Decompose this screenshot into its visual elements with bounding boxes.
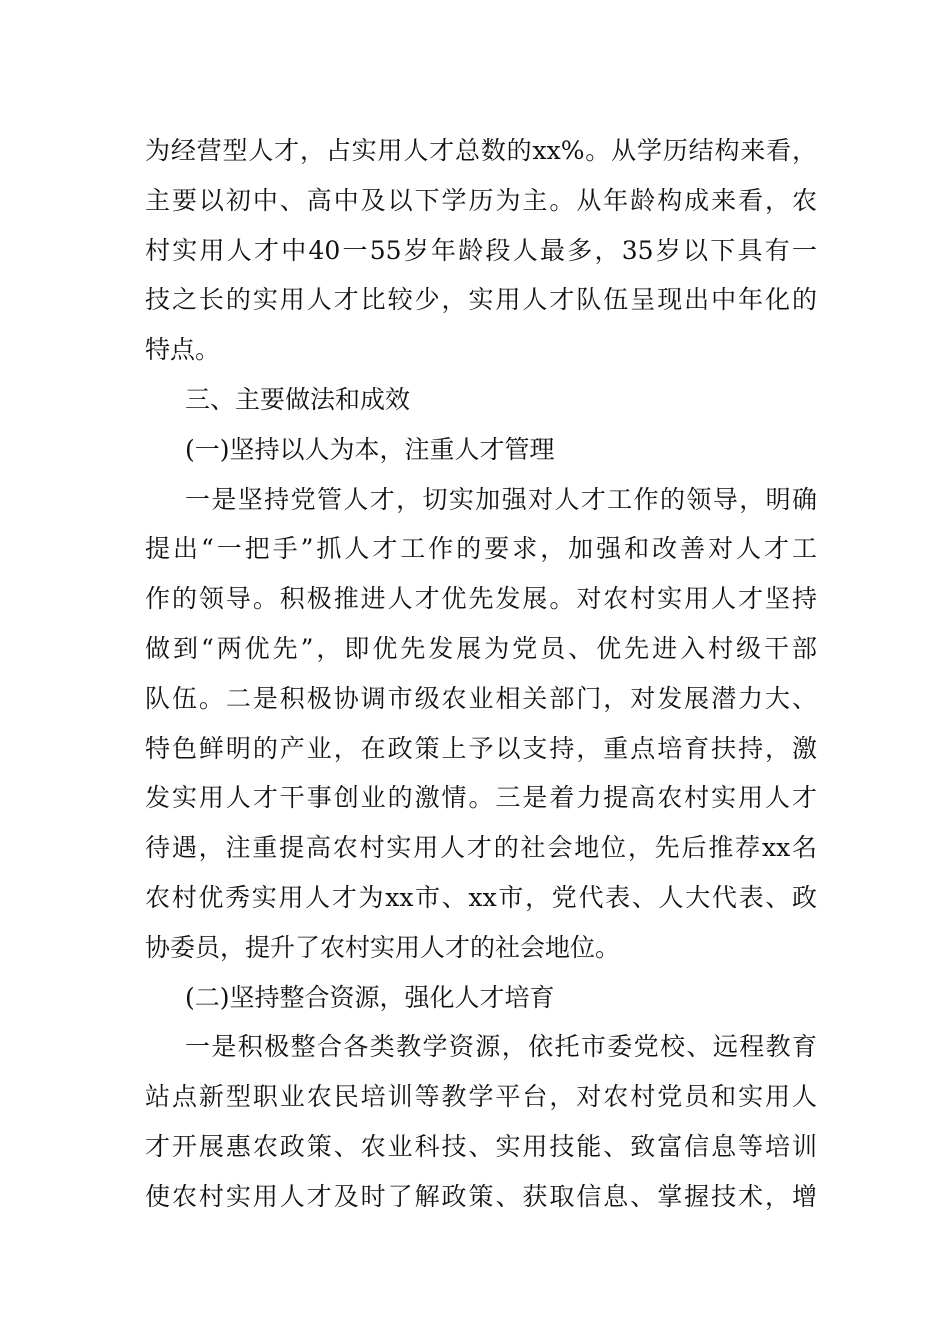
text-line: 特色鲜明的产业，在政策上予以支持，重点培育扶持，激 (145, 733, 817, 763)
text-line: 一是积极整合各类教学资源，依托市委党校、远程教育 (185, 1032, 817, 1062)
text-line: 村实用人才中40一55岁年龄段人最多，35岁以下具有一 (145, 235, 817, 265)
text-line: 待遇，注重提高农村实用人才的社会地位，先后推荐xx名 (145, 833, 817, 863)
text-line: 站点新型职业农民培训等教学平台，对农村党员和实用人 (145, 1082, 817, 1112)
text-line: 农村优秀实用人才为xx市、xx市，党代表、人大代表、政 (145, 882, 817, 912)
text-line: 协委员，提升了农村实用人才的社会地位。 (145, 932, 621, 962)
text-line: 主要以初中、高中及以下学历为主。从年龄构成来看，农 (145, 185, 817, 215)
text-line: 做到“两优先”，即优先发展为党员、优先进入村级干部 (145, 633, 817, 663)
text-line: 提出“一把手”抓人才工作的要求，加强和改善对人才工 (145, 534, 817, 564)
subsection-heading: (一)坚持以人为本，注重人才管理 (185, 434, 555, 464)
text-line: 特点。 (145, 335, 221, 365)
text-line: 使农村实用人才及时了解政策、获取信息、掌握技术，增 (145, 1181, 817, 1211)
subsection-heading: (二)坚持整合资源，强化人才培育 (185, 982, 555, 1012)
document-body (145, 126, 817, 1222)
text-line: 作的领导。积极推进人才优先发展。对农村实用人才坚持 (145, 584, 817, 614)
text-line: 才开展惠农政策、农业科技、实用技能、致富信息等培训 (145, 1131, 817, 1161)
section-heading: 三、主要做法和成效 (185, 384, 411, 414)
text-line: 队伍。二是积极协调市级农业相关部门，对发展潜力大、 (145, 683, 817, 713)
text-line: 技之长的实用人才比较少，实用人才队伍呈现出中年化的 (145, 285, 817, 315)
text-line: 发实用人才干事创业的激情。三是着力提高农村实用人才 (145, 783, 817, 813)
text-line: 一是坚持党管人才，切实加强对人才工作的领导，明确 (185, 484, 817, 514)
text-line: 为经营型人才，占实用人才总数的xx%。从学历结构来看， (145, 136, 817, 165)
